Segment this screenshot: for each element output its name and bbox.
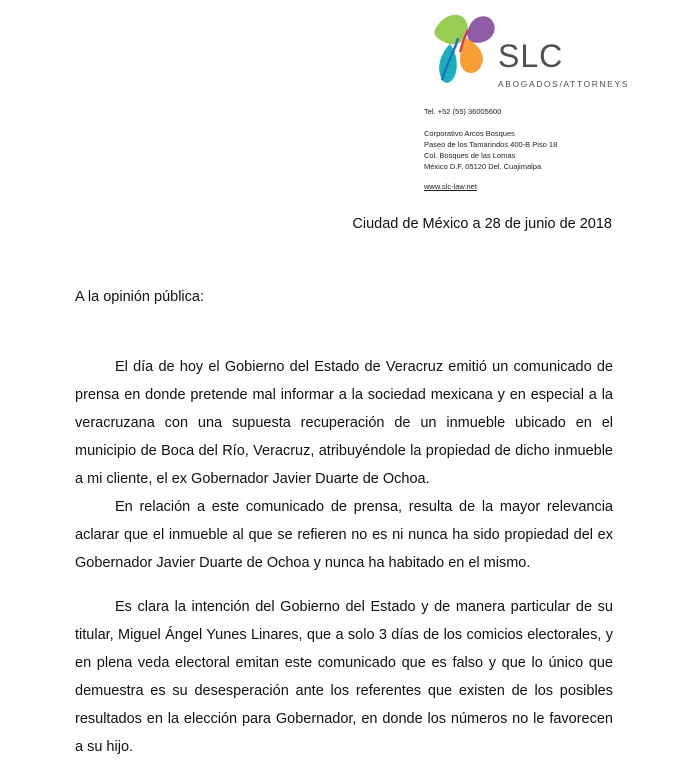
- address-line: México D.F. 05120 Del. Cuajimalpa: [424, 162, 542, 171]
- address-line: Col. Bosques de las Lomas: [424, 151, 516, 160]
- address-line: Corporativo Arcos Bosques: [424, 129, 515, 138]
- logo-wordmark: SLC: [498, 38, 564, 74]
- body-paragraph: El día de hoy el Gobierno del Estado de Veracruz emitió un comunicado de prensa en donde pretende mal informar a la sociedad mexicana y en especial a la veracruzana con una supuesta recuperación de un inmueble ubicado en el municipio de Boca del Río, Veracruz, atribuyéndole la propiedad de dicho inmueble a mi cliente, el ex Gobernador Javier Duarte de Ochoa.: [75, 359, 613, 487]
- slc-logo-icon: [428, 8, 498, 86]
- salutation: A la opinión pública:: [75, 289, 204, 305]
- address-line: Paseo de los Tamarindos 400-B Piso 18: [424, 140, 558, 149]
- body-paragraph: En relación a este comunicado de prensa, resulta de la mayor relevancia aclarar que el inmueble al que se refieren no es ni nunca ha sido propiedad del ex Gobernador Javier Duarte de Ochoa y nunca ha habitado en el mismo.: [75, 499, 613, 571]
- website-link[interactable]: www.slc-law.net: [424, 182, 477, 191]
- date-line: Ciudad de México a 28 de junio de 2018: [352, 216, 612, 232]
- logo-subtitle: ABOGADOS/ATTORNEYS: [498, 79, 629, 89]
- phone-number: Tel. +52 (55) 36005600: [424, 107, 502, 116]
- body-paragraph: Es clara la intención del Gobierno del Estado y de manera particular de su titular, Miguel Ángel Yunes Linares, que a solo 3 días de los comicios electorales, y en plena veda electoral emitan este comunicado que es falso y que lo único que demuestra es su desesperación ante los referentes que existen de los posibles resultados en la elección para Gobernador, en donde los números no le favorecen a su hijo.: [75, 599, 613, 755]
